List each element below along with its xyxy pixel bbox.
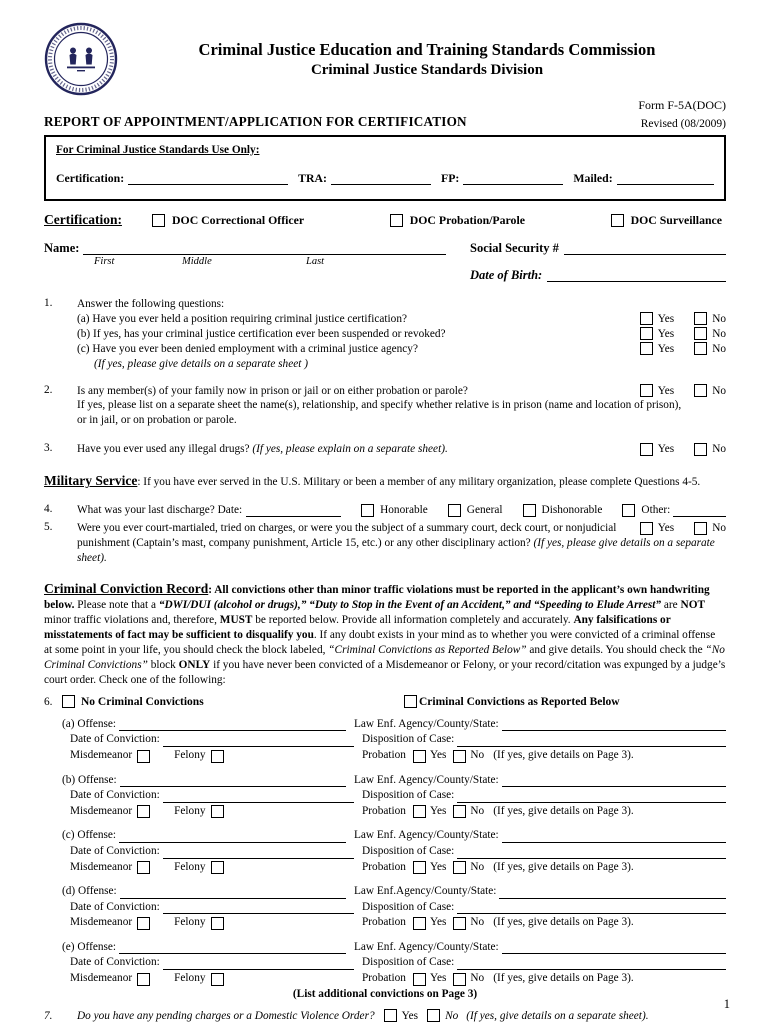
- header-titles: [128, 39, 726, 79]
- q7-yes-label: Yes: [401, 1009, 419, 1022]
- offense-label: (c) Offense:: [62, 829, 117, 842]
- probation-e-yes-checkbox[interactable]: [413, 973, 426, 986]
- conviction-entry-a: [62, 717, 726, 764]
- probation-d-yes-checkbox[interactable]: [413, 917, 426, 930]
- q4-other-field[interactable]: [673, 503, 726, 517]
- felony-label: Felony: [174, 860, 206, 873]
- cert-option-doc-probation-parole[interactable]: [390, 213, 525, 228]
- details-note: (If yes, give details on Page 3).: [493, 971, 634, 984]
- probation-label: Probation: [362, 749, 406, 762]
- ccr-heading: Criminal Conviction Record: [44, 580, 209, 596]
- q3-yes-no-group: [640, 442, 726, 457]
- ssn-label: Social Security #: [470, 241, 559, 255]
- offense-b-field[interactable]: [120, 773, 346, 787]
- felony-d-checkbox[interactable]: [211, 917, 224, 930]
- probation-b-yes-label: Yes: [429, 804, 447, 817]
- date-e-field[interactable]: [163, 956, 354, 970]
- disposition-a-field[interactable]: [457, 733, 726, 747]
- date-of-conviction-label: Date of Conviction:: [70, 789, 160, 802]
- probation-d-no-label: No: [470, 916, 485, 929]
- last-label: Last: [306, 256, 325, 267]
- q2-yes-checkbox[interactable]: [640, 384, 653, 397]
- misdemeanor-label: Misdemeanor: [70, 971, 133, 984]
- question-7: [44, 1009, 726, 1023]
- disposition-e-field[interactable]: [457, 956, 726, 970]
- mailed-field[interactable]: [617, 171, 714, 185]
- q4-dishonorable-option[interactable]: [523, 503, 603, 518]
- q1c-yes-checkbox[interactable]: [640, 342, 653, 355]
- offense-label: (d) Offense:: [62, 885, 117, 898]
- probation-label: Probation: [362, 804, 406, 817]
- disposition-label: Disposition of Case:: [362, 956, 455, 969]
- offense-label: (a) Offense:: [62, 717, 117, 730]
- report-title: REPORT OF APPOINTMENT/APPLICATION FOR CERTIFICATION: [44, 114, 467, 129]
- criminal-conviction-record-section: Criminal Conviction Record: All convictions other than minor traffic violations must be reported in the applicant’s own handwriting below. Please note that a “DWI/DUI (alcohol or drugs),” “Duty to Stop in the Event of an Accident,” and “Speeding to Elude Arrest” are NOT minor traffic violations and, therefore, MUST be reported below. Provide all information completely and accurately. Any falsifications or misstatements of fact may be sufficient to disqualify you. If any doubt exists in your mind as to whether you were convicted of a criminal offense at some point in your life, you should check the block labeled, “Criminal Convictions as Reported Below” and give details. You should check the “No Criminal Convictions” block ONLY if you have never been convicted of a Misdemeanor or Felony, or your record/citation was expunged by a judge’s court order. Check one of the following:: [44, 580, 726, 686]
- middle-label: Middle: [182, 256, 212, 267]
- nc-state-seal-icon: [44, 22, 118, 96]
- q4-other-option[interactable]: [622, 503, 670, 518]
- q1b-no-checkbox[interactable]: [694, 327, 707, 340]
- question-6: [44, 695, 726, 709]
- office-use-title: For Criminal Justice Standards Use Only:: [56, 144, 260, 156]
- q2-no-label: No: [712, 384, 726, 397]
- date-a-field[interactable]: [163, 733, 354, 747]
- q3-text: Have you ever used any illegal drugs? (If yes, please explain on a separate sheet).: [77, 443, 448, 456]
- offense-label: (e) Offense:: [62, 940, 117, 953]
- certification-row: [44, 212, 726, 228]
- ccr-bold-1: All convictions other than minor traffic violations must be reported in the applicant’s own handwriting below.: [44, 583, 710, 611]
- q5-yes-no-group: [640, 521, 726, 536]
- misdemeanor-label: Misdemeanor: [70, 804, 133, 817]
- felony-e-checkbox[interactable]: [211, 973, 224, 986]
- agency-c-field[interactable]: [502, 829, 726, 843]
- fp-label: FP:: [440, 171, 460, 185]
- probation-a-yes-checkbox[interactable]: [413, 750, 426, 763]
- question-2: [44, 384, 726, 429]
- misdemeanor-e-checkbox[interactable]: [137, 973, 150, 986]
- q4-general-option[interactable]: [448, 503, 503, 518]
- q1c-text: (c) Have you ever been denied employment with a criminal justice agency?: [77, 342, 418, 355]
- agency-label: Law Enf. Agency/County/State:: [354, 829, 499, 842]
- cert-option-doc-surveillance[interactable]: [611, 213, 722, 228]
- q1b-yes-label: Yes: [657, 327, 675, 340]
- q3-note: (If yes, please explain on a separate sheet).: [252, 443, 448, 456]
- q7-yes-checkbox[interactable]: [384, 1009, 397, 1022]
- felony-a-checkbox[interactable]: [211, 750, 224, 763]
- misdemeanor-label: Misdemeanor: [70, 860, 133, 873]
- probation-d-yes-label: Yes: [429, 916, 447, 929]
- revised-date: Revised (08/2009): [640, 118, 726, 130]
- tra-field[interactable]: [331, 171, 431, 185]
- question-1: [44, 297, 726, 372]
- misdemeanor-b-checkbox[interactable]: [137, 805, 150, 818]
- honorable-checkbox[interactable]: [361, 504, 374, 517]
- probation-c-no-checkbox[interactable]: [453, 861, 466, 874]
- no-convictions-label: No Criminal Convictions: [81, 695, 204, 708]
- q4-number: 4.: [44, 503, 53, 516]
- dishonorable-checkbox[interactable]: [523, 504, 536, 517]
- q1-intro: Answer the following questions:: [77, 298, 225, 310]
- q1a-no-label: No: [712, 312, 726, 325]
- mailed-label: Mailed:: [573, 171, 613, 185]
- probation-c-yes-label: Yes: [429, 860, 447, 873]
- misdemeanor-a-checkbox[interactable]: [137, 750, 150, 763]
- question-5: [44, 521, 726, 566]
- convictions-reported-option[interactable]: [404, 695, 620, 709]
- name-label: Name:: [44, 241, 80, 255]
- fp-field[interactable]: [463, 171, 563, 185]
- military-service-heading: Military Service: [44, 473, 138, 489]
- felony-label: Felony: [174, 804, 206, 817]
- offense-d-field[interactable]: [120, 885, 346, 899]
- date-c-field[interactable]: [163, 845, 354, 859]
- conviction-entry-e: [62, 940, 726, 987]
- agency-d-field[interactable]: [499, 885, 726, 899]
- doc-surveillance-checkbox[interactable]: [611, 214, 624, 227]
- probation-a-yes-label: Yes: [429, 749, 447, 762]
- felony-c-checkbox[interactable]: [211, 861, 224, 874]
- q7-number: 7.: [44, 1009, 53, 1022]
- q2-yes-label: Yes: [657, 384, 675, 397]
- other-checkbox[interactable]: [622, 504, 635, 517]
- dob-field[interactable]: [547, 268, 726, 282]
- q4-date-field[interactable]: [246, 503, 341, 517]
- q2-yes-no-group: [640, 384, 726, 399]
- agency-e-field[interactable]: [502, 940, 726, 954]
- certification-office-field[interactable]: [128, 171, 288, 185]
- general-checkbox[interactable]: [448, 504, 461, 517]
- division-title: Criminal Justice Standards Division: [310, 62, 544, 79]
- no-convictions-checkbox[interactable]: [62, 695, 75, 708]
- first-label: First: [94, 256, 115, 267]
- q1a-yes-no-group: [640, 312, 726, 327]
- q1a-text: (a) Have you ever held a position requiring criminal justice certification?: [77, 312, 407, 325]
- date-of-conviction-label: Date of Conviction:: [70, 900, 160, 913]
- agency-label: Law Enf.Agency/County/State:: [354, 885, 497, 898]
- q5-line1: Were you ever court-martialed, tried on charges, or were you the subject of a summary court, deck court, or nonjudicial: [77, 522, 617, 535]
- q2-number: 2.: [44, 383, 53, 396]
- header: [44, 22, 726, 96]
- q3-yes-checkbox[interactable]: [640, 443, 653, 456]
- details-note: (If yes, give details on Page 3).: [493, 916, 634, 929]
- q5-yes-label: Yes: [657, 522, 675, 535]
- q2-no-checkbox[interactable]: [694, 384, 707, 397]
- form-number: Form F-5A(DOC): [638, 98, 726, 112]
- convictions-reported-label: Criminal Convictions as Reported Below: [419, 695, 620, 708]
- probation-b-no-label: No: [470, 804, 485, 817]
- doc-correctional-officer-label: DOC Correctional Officer: [172, 213, 305, 227]
- q7-no-checkbox[interactable]: [427, 1009, 440, 1022]
- q5-continuation: punishment (Captain’s mast, company punishment, Article 15, etc.) or any other disciplinary action? (If yes, please give details on a separate sheet).: [77, 536, 715, 564]
- office-use-fields: [56, 171, 714, 186]
- q1a-no-checkbox[interactable]: [694, 312, 707, 325]
- details-note: (If yes, give details on Page 3).: [493, 749, 634, 762]
- additional-convictions-note: (List additional convictions on Page 3): [292, 987, 478, 1000]
- q3-yes-label: Yes: [657, 443, 675, 456]
- doc-probation-parole-label: DOC Probation/Parole: [409, 213, 525, 227]
- probation-label: Probation: [362, 860, 406, 873]
- date-of-conviction-label: Date of Conviction:: [70, 844, 160, 857]
- disposition-label: Disposition of Case:: [362, 789, 455, 802]
- misdemeanor-label: Misdemeanor: [70, 916, 133, 929]
- disposition-label: Disposition of Case:: [362, 844, 455, 857]
- agency-label: Law Enf. Agency/County/State:: [354, 940, 499, 953]
- q1a-yes-checkbox[interactable]: [640, 312, 653, 325]
- convictions-reported-checkbox[interactable]: [404, 695, 417, 708]
- disposition-label: Disposition of Case:: [362, 900, 455, 913]
- dishonorable-label: Dishonorable: [541, 504, 603, 517]
- agency-b-field[interactable]: [502, 773, 726, 787]
- doc-correctional-officer-checkbox[interactable]: [152, 214, 165, 227]
- probation-label: Probation: [362, 916, 406, 929]
- q6-number: 6.: [44, 695, 53, 708]
- misdemeanor-d-checkbox[interactable]: [137, 917, 150, 930]
- identity-section: [44, 241, 726, 283]
- date-of-conviction-label: Date of Conviction:: [70, 733, 160, 746]
- conviction-entry-d: [62, 884, 726, 931]
- probation-e-no-checkbox[interactable]: [453, 973, 466, 986]
- misdemeanor-label: Misdemeanor: [70, 749, 133, 762]
- q7-text: Do you have any pending charges or a Domestic Violence Order?: [77, 1009, 375, 1022]
- conviction-entries: [44, 717, 726, 987]
- commission-title: Criminal Justice Education and Training Standards Commission: [198, 39, 656, 59]
- date-of-conviction-label: Date of Conviction:: [70, 956, 160, 969]
- felony-label: Felony: [174, 971, 206, 984]
- disposition-label: Disposition of Case:: [362, 733, 455, 746]
- q1c-yes-label: Yes: [657, 342, 675, 355]
- page-number: 1: [723, 997, 730, 1011]
- q1b-yes-no-group: [640, 327, 726, 342]
- military-service-section: [44, 472, 726, 491]
- name-sublabels: [44, 256, 452, 270]
- q3-number: 3.: [44, 442, 53, 455]
- probation-a-no-label: No: [470, 749, 485, 762]
- doc-surveillance-label: DOC Surveillance: [630, 213, 722, 227]
- q5-continuation-note: (If yes, please give details on a separate sheet).: [77, 536, 715, 564]
- doc-probation-parole-checkbox[interactable]: [390, 214, 403, 227]
- felony-label: Felony: [174, 916, 206, 929]
- q1b-text: (b) If yes, has your criminal justice certification ever been suspended or revoked?: [77, 327, 446, 340]
- disposition-d-field[interactable]: [457, 900, 726, 914]
- date-d-field[interactable]: [163, 900, 354, 914]
- date-b-field[interactable]: [163, 789, 354, 803]
- probation-e-no-label: No: [470, 971, 485, 984]
- q3-no-checkbox[interactable]: [694, 443, 707, 456]
- q5-number: 5.: [44, 521, 53, 534]
- q1c-yes-no-group: [640, 342, 726, 357]
- misdemeanor-c-checkbox[interactable]: [137, 861, 150, 874]
- q3-no-label: No: [712, 443, 726, 456]
- question-3: [44, 442, 726, 457]
- q2-text: Is any member(s) of your family now in prison or jail or on either probation or parole?: [77, 384, 468, 397]
- other-label: Other:: [641, 504, 671, 517]
- q5-yes-checkbox[interactable]: [640, 522, 653, 535]
- agency-label: Law Enf. Agency/County/State:: [354, 773, 499, 786]
- probation-d-no-checkbox[interactable]: [453, 917, 466, 930]
- no-convictions-option[interactable]: [62, 695, 404, 709]
- q2-continuation: If yes, please list on a separate sheet the name(s), relationship, and specify whether relative is in prison (name and location of prison), or in jail, or on probation or parole.: [77, 399, 682, 427]
- offense-e-field[interactable]: [119, 940, 346, 954]
- general-label: General: [466, 504, 503, 517]
- ccr-offense-examples: “DWI/DUI (alcohol or drugs),” “Duty to Stop in the Event of an Accident,” and “Speeding to Elude Arrest”: [158, 598, 662, 611]
- probation-a-no-checkbox[interactable]: [453, 750, 466, 763]
- offense-label: (b) Offense:: [62, 773, 117, 786]
- offense-c-field[interactable]: [119, 829, 346, 843]
- details-note: (If yes, give details on Page 3).: [493, 860, 634, 873]
- q1-note: (If yes, please give details on a separate sheet ): [94, 357, 308, 370]
- tra-label: TRA:: [298, 171, 327, 185]
- military-service-intro: : If you have ever served in the U.S. Military or been a member of any military organization, please complete Questions 4-5.: [137, 476, 701, 489]
- name-field[interactable]: [83, 241, 446, 255]
- dob-label: Date of Birth:: [470, 268, 543, 282]
- agency-label: Law Enf. Agency/County/State:: [354, 717, 499, 730]
- q1b-yes-checkbox[interactable]: [640, 327, 653, 340]
- q4-text: What was your last discharge? Date:: [77, 504, 243, 517]
- probation-label: Probation: [362, 971, 406, 984]
- probation-c-no-label: No: [470, 860, 485, 873]
- offense-a-field[interactable]: [119, 717, 346, 731]
- felony-label: Felony: [174, 749, 206, 762]
- agency-a-field[interactable]: [502, 717, 726, 731]
- q1c-no-label: No: [712, 342, 726, 355]
- q1-number: 1.: [44, 297, 53, 309]
- probation-b-no-checkbox[interactable]: [453, 805, 466, 818]
- certification-label: Certification:: [44, 212, 122, 227]
- disposition-b-field[interactable]: [457, 789, 726, 803]
- probation-c-yes-checkbox[interactable]: [413, 861, 426, 874]
- q1c-no-checkbox[interactable]: [694, 342, 707, 355]
- question-4: [44, 491, 726, 518]
- q7-note: (If yes, give details on a separate sheet).: [466, 1009, 649, 1022]
- honorable-label: Honorable: [380, 504, 428, 517]
- q5-no-checkbox[interactable]: [694, 522, 707, 535]
- q7-no-label: No: [445, 1009, 459, 1022]
- conviction-entry-b: [62, 773, 726, 820]
- q1b-no-label: No: [712, 327, 726, 340]
- q5-no-label: No: [712, 522, 726, 535]
- cert-option-doc-correctional-officer[interactable]: [152, 213, 304, 228]
- title-row: [44, 114, 726, 130]
- office-use-box: [44, 135, 726, 201]
- q1a-yes-label: Yes: [657, 312, 675, 325]
- ssn-field[interactable]: [564, 241, 726, 255]
- q4-honorable-option[interactable]: [361, 503, 428, 518]
- disposition-c-field[interactable]: [457, 845, 726, 859]
- details-note: (If yes, give details on Page 3).: [493, 804, 634, 817]
- conviction-entry-c: [62, 828, 726, 875]
- ccr-falsifications-warning: Any falsifications or misstatements of fact may be sufficient to disqualify you: [44, 613, 671, 641]
- probation-e-yes-label: Yes: [429, 971, 447, 984]
- certification-office-label: Certification:: [56, 171, 125, 185]
- felony-b-checkbox[interactable]: [211, 805, 224, 818]
- probation-b-yes-checkbox[interactable]: [413, 805, 426, 818]
